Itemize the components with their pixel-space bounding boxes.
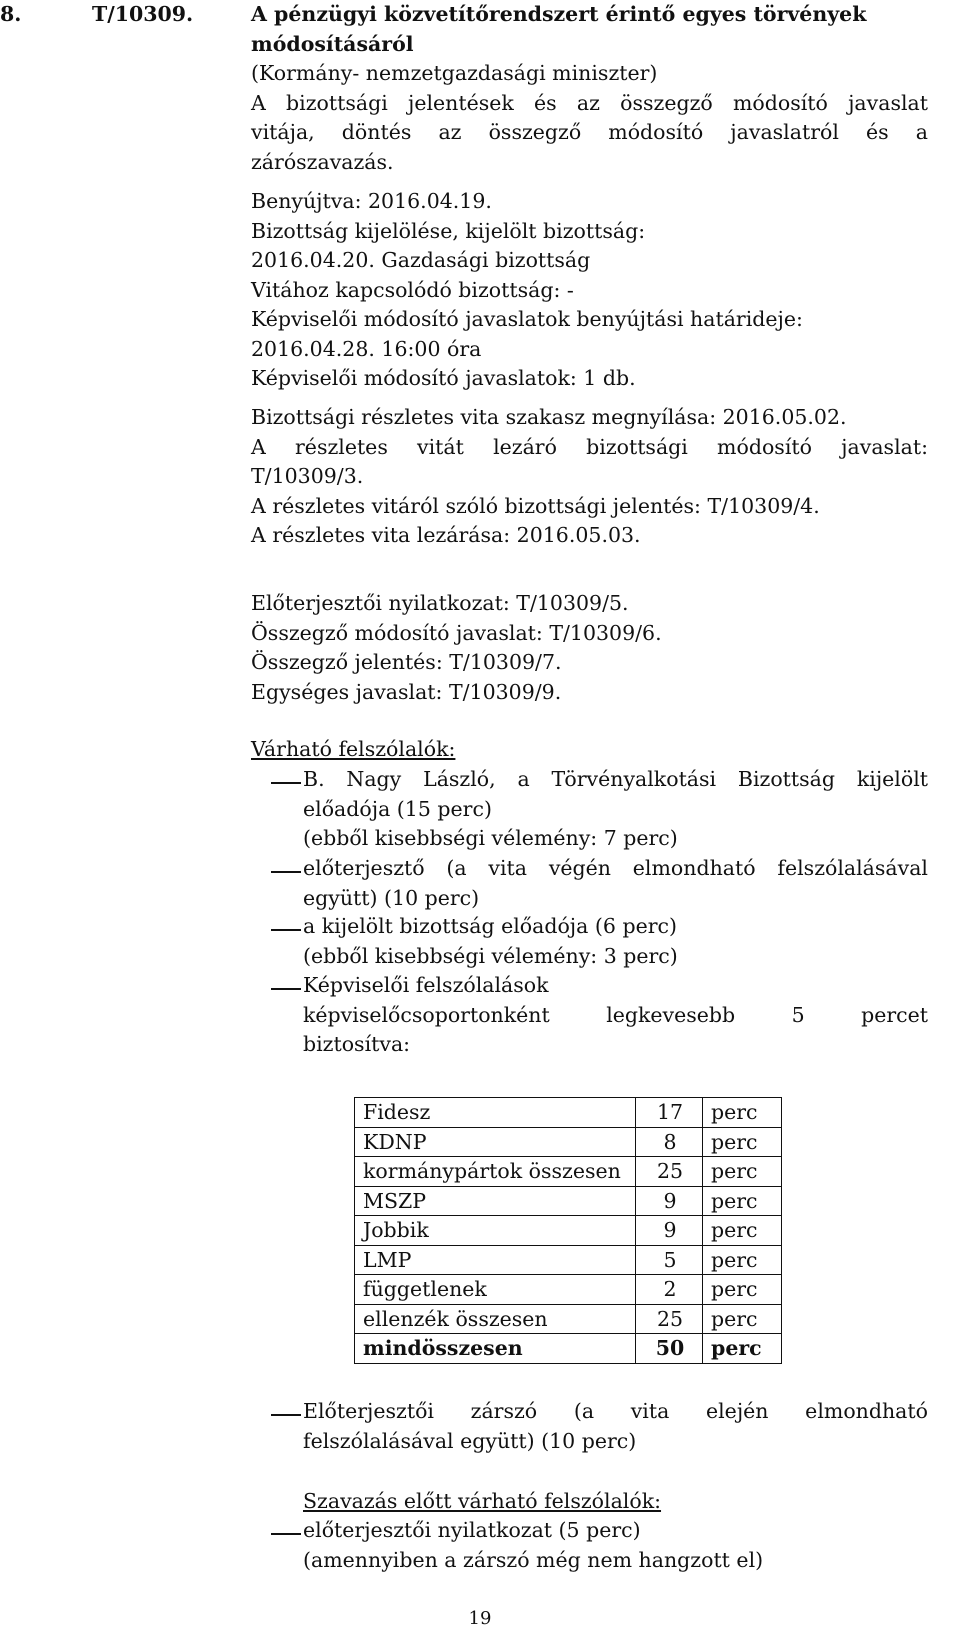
speaker-text: (ebből kisebbségi vélemény: 7 perc) [303, 826, 678, 850]
submitter: (Kormány- nemzetgazdasági miniszter) [251, 61, 658, 85]
party-name: KDNP [355, 1127, 636, 1157]
speaker-item [303, 971, 928, 1060]
table-row [355, 1186, 782, 1216]
bullet-dash [271, 1533, 301, 1535]
speaker-text: előadója (15 perc) [303, 796, 492, 821]
party-name: függetlenek [355, 1275, 636, 1305]
summary-report: Összegző jelentés: T/10309/7. [251, 650, 562, 674]
table-row [355, 1334, 782, 1364]
table-row [355, 1245, 782, 1275]
speaker-item [303, 854, 928, 913]
table-row [355, 1275, 782, 1305]
agenda-text: A bizottsági jelentések és az összegző módosító javaslat [251, 90, 928, 115]
closing-proposal: A részletes vitát lezáró bizottsági módosító javaslat: [251, 434, 928, 459]
bullet-dash [271, 871, 301, 873]
debate-opening: Bizottsági részletes vita szakasz megnyílása: 2016.05.02. [251, 405, 847, 429]
party-name: ellenzék összesen [355, 1304, 636, 1334]
bill-title-line: A pénzügyi közvetítőrendszert érintő egyes törvények [251, 2, 867, 26]
party-name: Fidesz [355, 1098, 636, 1128]
speaker-text: Képviselői felszólalások [303, 973, 549, 997]
before-vote-text: előterjesztői nyilatkozat (5 perc) [303, 1518, 641, 1542]
submitted-date: Benyújtva: 2016.04.19. [251, 189, 492, 213]
speaker-text: biztosítva: [303, 1032, 411, 1056]
minutes-value: 5 [636, 1245, 703, 1275]
party-name: mindösszesen [355, 1334, 636, 1364]
procedure-details [251, 187, 928, 394]
committee-assignment: Bizottság kijelölése, kijelölt bizottság: [251, 218, 646, 243]
amendment-deadline: Képviselői módosító javaslatok benyújtási határideje: [251, 307, 803, 331]
minutes-value: 50 [636, 1334, 703, 1364]
agenda-text: vitája, döntés az összegző módosító javaslatról és a [251, 120, 928, 144]
debate-report: A részletes vitáról szóló bizottsági jelentés: T/10309/4. [251, 493, 820, 518]
minutes-unit: perc [703, 1098, 782, 1128]
speaker-text: előterjesztő (a vita végén elmondható felszólalásával [303, 856, 928, 880]
page-number: 19 [468, 1608, 492, 1629]
bullet-dash [271, 988, 301, 990]
party-name: MSZP [355, 1186, 636, 1216]
table-row [355, 1304, 782, 1334]
table-row [355, 1157, 782, 1187]
minutes-unit: perc [703, 1127, 782, 1157]
intro-block [251, 59, 928, 177]
speaker-text: B. Nagy László, a Törvényalkotási Bizottság kijelölt [303, 767, 928, 791]
party-name: LMP [355, 1245, 636, 1275]
table-row [355, 1216, 782, 1246]
bullet-dash [271, 782, 301, 784]
minutes-value: 9 [636, 1186, 703, 1216]
table-row [355, 1098, 782, 1128]
closing-item [303, 1397, 928, 1456]
party-name: kormánypártok összesen [355, 1157, 636, 1187]
minutes-value: 8 [636, 1127, 703, 1157]
closing-text: Előterjesztői zárszó (a vita elején elmondható [303, 1399, 928, 1423]
minutes-value: 17 [636, 1098, 703, 1128]
closing-proposal: T/10309/3. [251, 464, 364, 488]
bill-title-line: módosításáról [251, 31, 414, 56]
table-row [355, 1127, 782, 1157]
minutes-unit: perc [703, 1157, 782, 1187]
minutes-unit: perc [703, 1216, 782, 1246]
minutes-unit: perc [703, 1275, 782, 1305]
minutes-unit: perc [703, 1334, 782, 1364]
minutes-unit: perc [703, 1186, 782, 1216]
minutes-value: 25 [636, 1304, 703, 1334]
amendment-deadline: 2016.04.28. 16:00 óra [251, 336, 482, 361]
debate-closed: A részletes vita lezárása: 2016.05.03. [251, 523, 641, 547]
speaker-text: (ebből kisebbségi vélemény: 3 perc) [303, 943, 678, 968]
minutes-value: 9 [636, 1216, 703, 1246]
speaker-text: együtt) (10 perc) [303, 885, 480, 910]
detailed-debate [251, 403, 928, 551]
bullet-dash [271, 929, 301, 931]
speaker-item [303, 912, 928, 971]
submitter-statement: Előterjesztői nyilatkozat: T/10309/5. [251, 591, 629, 615]
item-number: 8. [0, 2, 22, 26]
minutes-value: 2 [636, 1275, 703, 1305]
related-committee: Vitához kapcsolódó bizottság: - [251, 277, 574, 302]
unified-proposal: Egységes javaslat: T/10309/9. [251, 679, 562, 704]
minutes-unit: perc [703, 1245, 782, 1275]
minutes-unit: perc [703, 1304, 782, 1334]
agenda-text: zárószavazás. [251, 149, 394, 174]
speakers-title: Várható felszólalók: [251, 737, 456, 761]
documents-list [251, 589, 928, 707]
before-vote-title: Szavazás előtt várható felszólalók: [303, 1489, 662, 1513]
before-vote-text: (amennyiben a zárszó még nem hangzott el) [303, 1547, 764, 1572]
before-vote-item [303, 1516, 928, 1575]
summary-amendment: Összegző módosító javaslat: T/10309/6. [251, 620, 662, 645]
speaking-time-table [354, 1097, 782, 1364]
committee-assignment: 2016.04.20. Gazdasági bizottság [251, 248, 591, 272]
closing-text: felszólalásával együtt) (10 perc) [303, 1428, 637, 1453]
bill-title [251, 0, 940, 59]
minutes-value: 25 [636, 1157, 703, 1187]
bill-reference: T/10309. [92, 2, 194, 26]
speaker-text: a kijelölt bizottság előadója (6 perc) [303, 914, 677, 938]
party-name: Jobbik [355, 1216, 636, 1246]
amendment-count: Képviselői módosító javaslatok: 1 db. [251, 366, 636, 390]
speaker-text: képviselőcsoportonként legkevesebb 5 percet [303, 1002, 928, 1027]
speaker-item [303, 765, 928, 854]
bullet-dash [271, 1414, 301, 1416]
